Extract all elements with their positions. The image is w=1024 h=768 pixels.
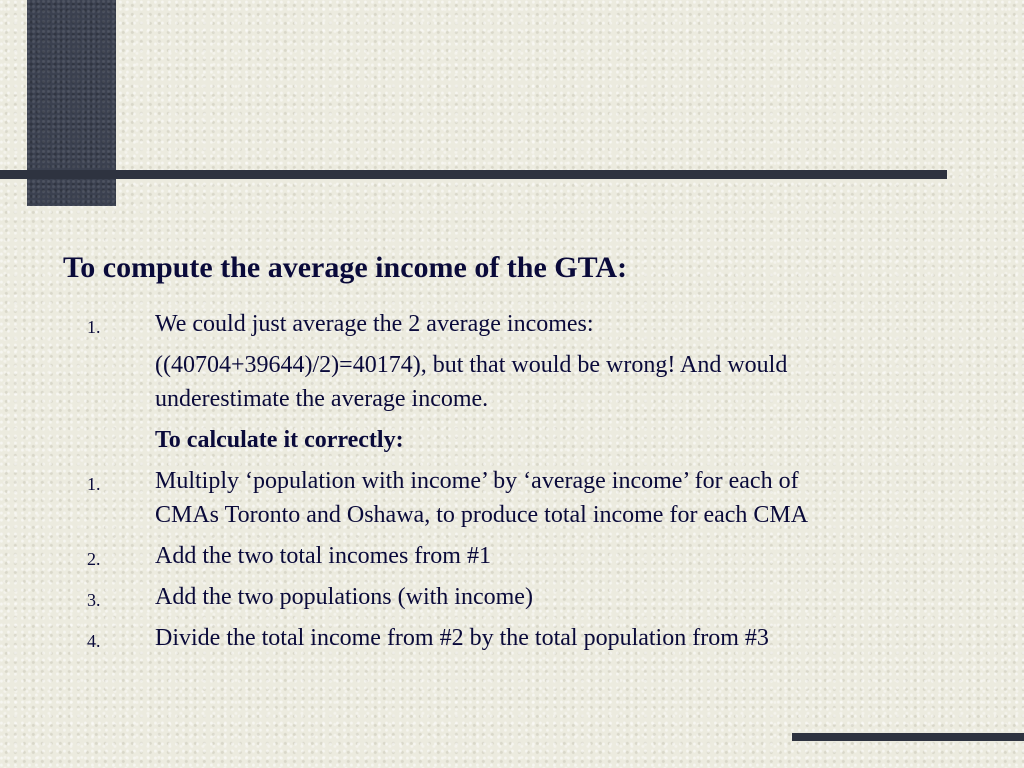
list-number: 1.: [87, 317, 101, 337]
step-text-line: CMAs Toronto and Oshawa, to produce total income for each CMA: [155, 502, 809, 528]
top-horizontal-rule: [0, 170, 947, 179]
step-text-line: Multiply ‘population with income’ by ‘average income’ for each of: [155, 468, 799, 494]
slide-title: To compute the average income of the GTA:: [63, 251, 628, 284]
list-number: 4.: [87, 631, 101, 651]
list-number: 2.: [87, 549, 101, 569]
continuation-line: ((40704+39644)/2)=40174), but that would be wrong! And would: [155, 352, 788, 378]
list-number: 1.: [87, 474, 101, 494]
step-text-line: Add the two populations (with income): [155, 584, 533, 610]
list-item-text: We could just average the 2 average incomes:: [155, 311, 594, 337]
step-text-line: Divide the total income from #2 by the total population from #3: [155, 625, 769, 651]
subheading: To calculate it correctly:: [155, 427, 404, 453]
list-number: 3.: [87, 590, 101, 610]
continuation-line: underestimate the average income.: [155, 386, 489, 412]
step-text-line: Add the two total incomes from #1: [155, 543, 491, 569]
bottom-horizontal-rule: [792, 733, 1024, 741]
